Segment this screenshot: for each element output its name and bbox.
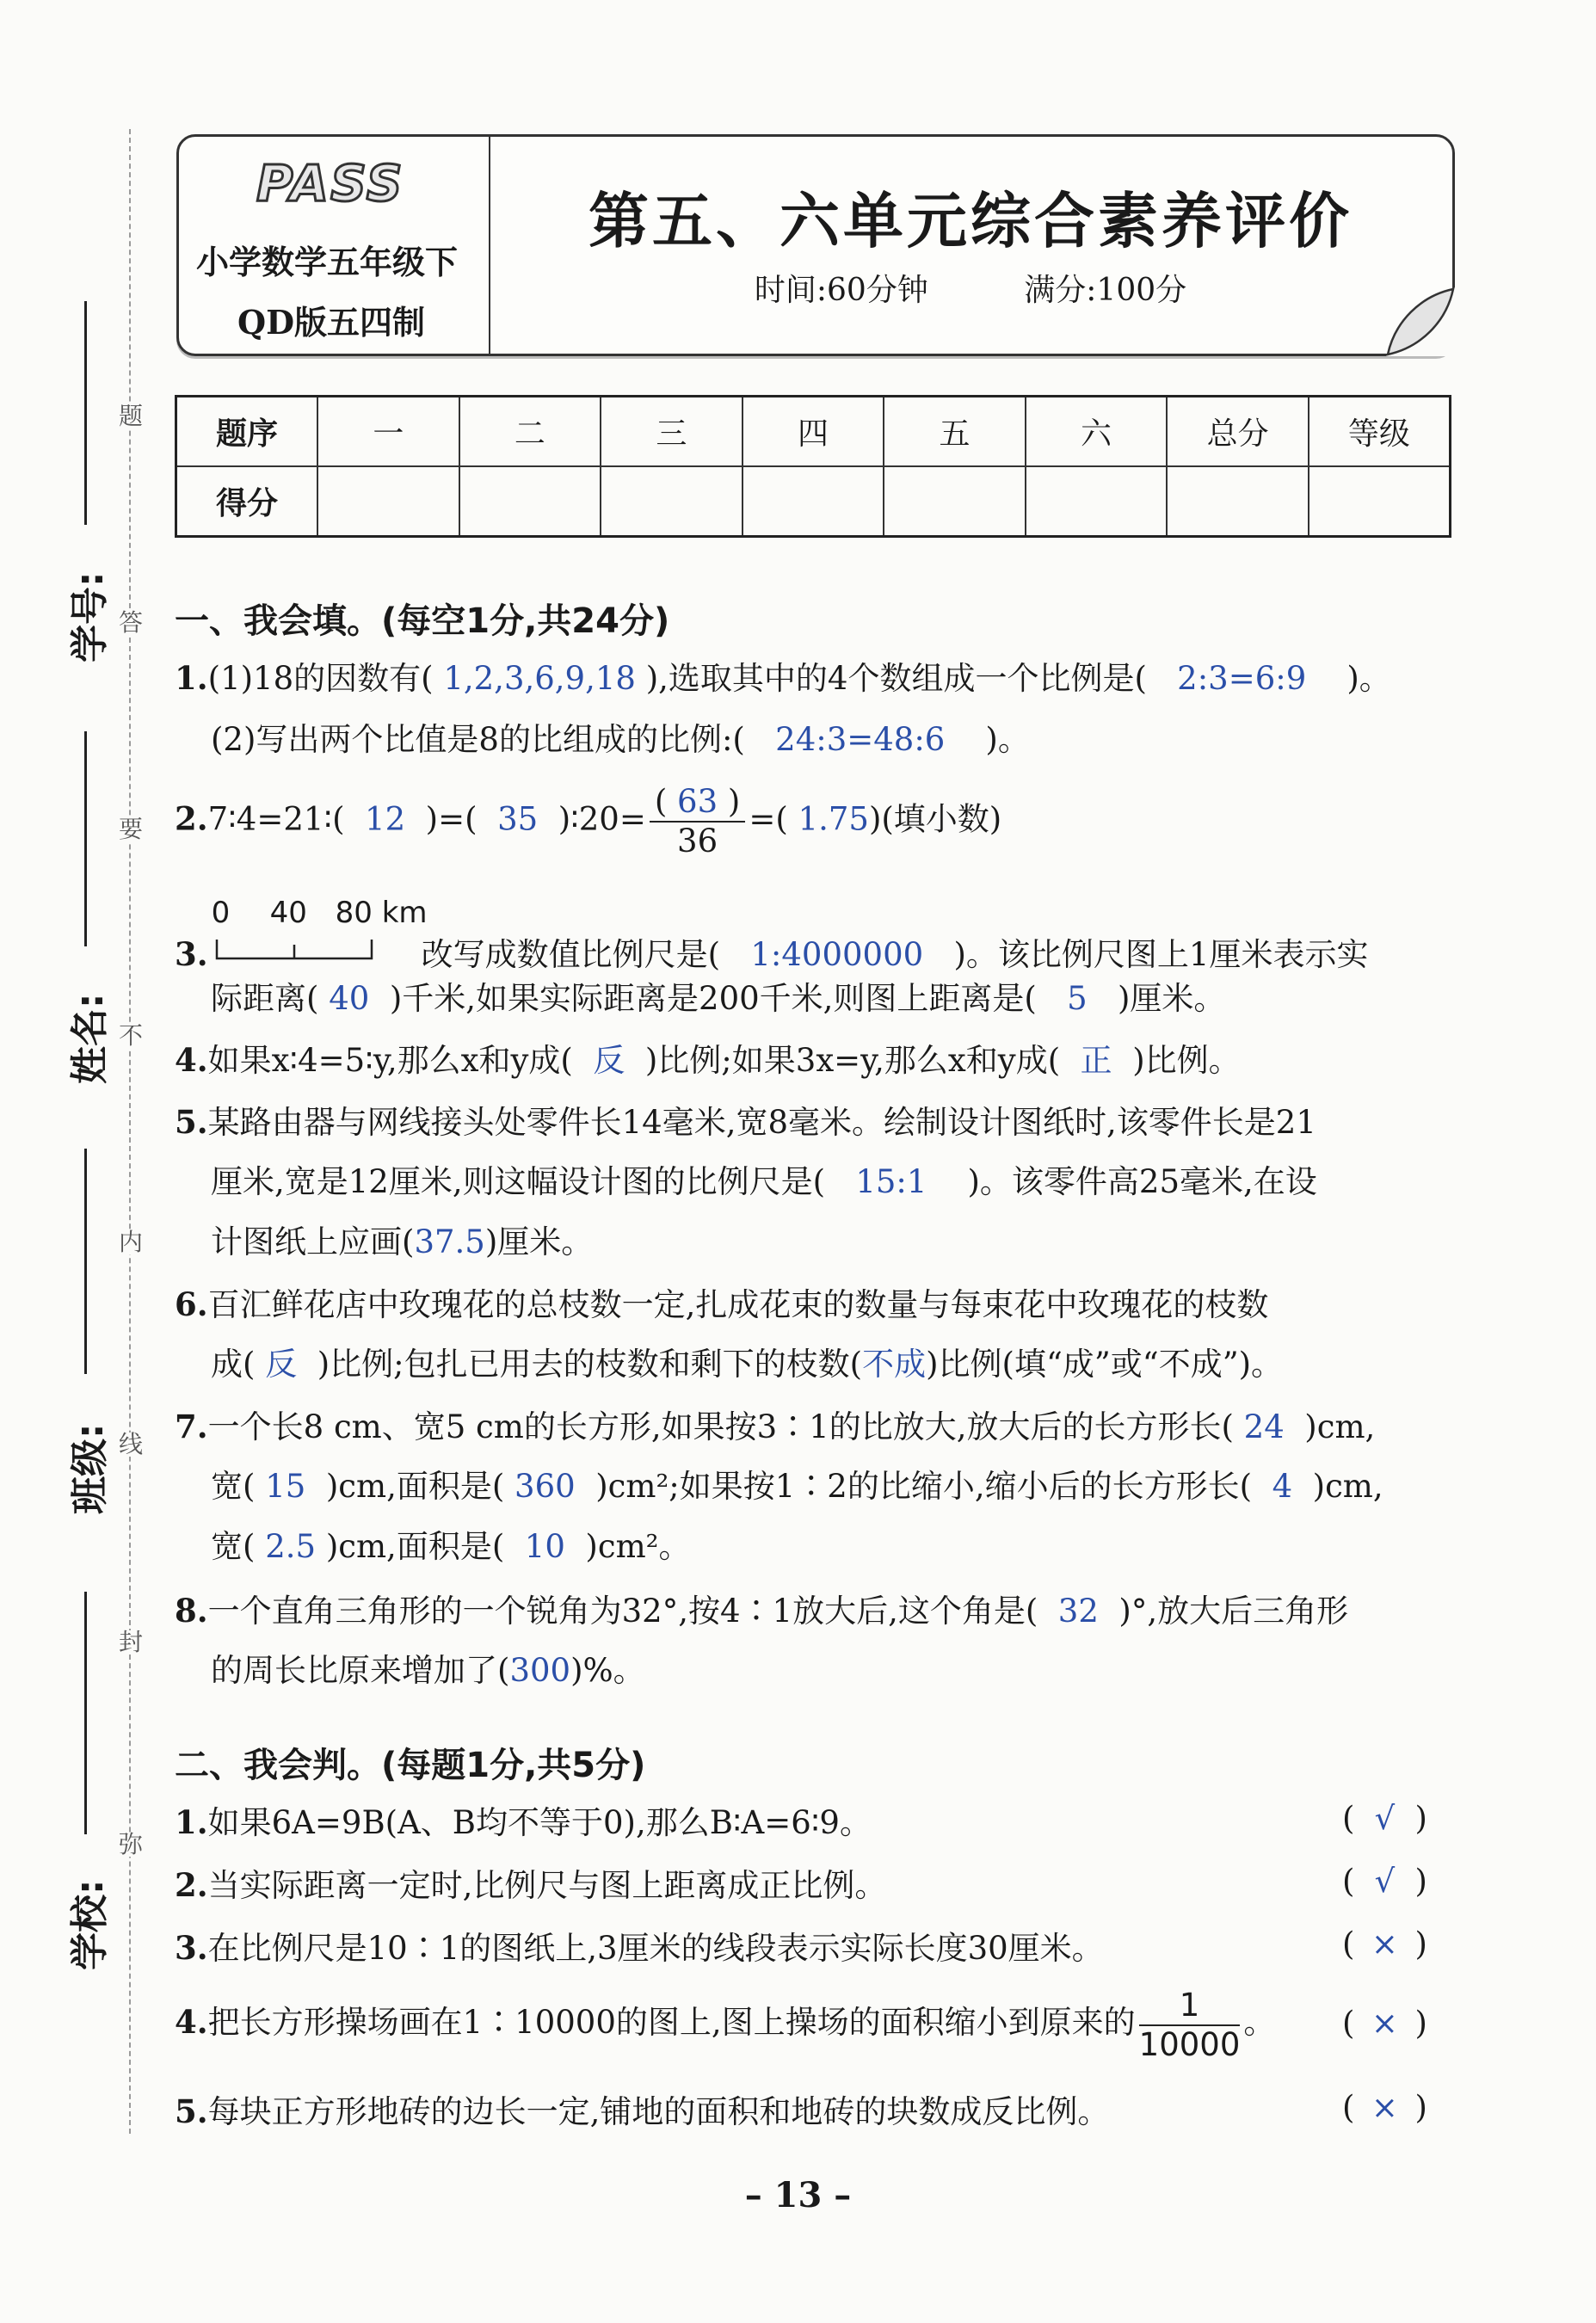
question-7-line-3 xyxy=(211,1525,691,1569)
question-text: 如果6A=9B(A、B均不等于0),那么B∶A=6∶9。 xyxy=(207,1804,872,1841)
score-input-cell[interactable] xyxy=(743,466,884,537)
question-number: 3. xyxy=(175,1929,208,1967)
cut-char: 封 xyxy=(119,1628,144,1656)
paren: ) xyxy=(1414,2089,1427,2126)
question-1 xyxy=(175,656,1391,701)
answer: 40 xyxy=(329,980,370,1017)
paren: ) xyxy=(727,783,741,820)
question-text: 每块正方形地砖的边长一定,铺地的面积和地砖的块数成反比例。 xyxy=(207,2093,1110,2130)
cut-char: 弥 xyxy=(119,1830,144,1858)
question-8-line-2 xyxy=(211,1648,645,1693)
question-7 xyxy=(175,1404,1375,1450)
score-input-cell[interactable] xyxy=(1167,466,1309,537)
question-text: )(填小数) xyxy=(868,800,1002,838)
answer: 反 xyxy=(593,1042,625,1079)
question-number: 3. xyxy=(175,935,208,973)
answer: 1.75 xyxy=(798,800,869,838)
question-text: 7∶4=21∶( xyxy=(207,800,345,838)
question-text: )%。 xyxy=(570,1652,645,1689)
answer: 15 xyxy=(265,1468,306,1505)
question-number: 4. xyxy=(175,2003,208,2041)
school-label: 学校: xyxy=(68,1879,112,1970)
paren: ) xyxy=(1414,1800,1427,1837)
score-table-cell: 总分 xyxy=(1167,397,1309,467)
question-text: 一个直角三角形的一个锐角为32°,按4∶1放大后,这个角是( xyxy=(207,1593,1038,1630)
question-text: )千米,如果实际距离是200千米,则图上距离是( xyxy=(389,980,1037,1017)
score-row-label: 得分 xyxy=(176,466,318,537)
question-6-line-2 xyxy=(211,1342,1283,1387)
question-8 xyxy=(175,1588,1348,1634)
question-2 xyxy=(175,783,1001,860)
score-table xyxy=(175,395,1451,538)
answer: 24:3=48:6 xyxy=(775,721,946,758)
score-input-cell[interactable] xyxy=(1309,466,1451,537)
grade-label: 小学数学五年级下 xyxy=(196,243,459,281)
judge-answer-3[interactable] xyxy=(1342,1926,1427,1963)
student-id-line xyxy=(84,301,87,525)
judge-item-2 xyxy=(175,1863,886,1908)
school-line xyxy=(84,1592,87,1834)
score-table-cell: 等级 xyxy=(1309,397,1451,467)
judge-item-4 xyxy=(175,1984,1275,2064)
question-5-line-2 xyxy=(211,1160,1317,1205)
question-text: )比例。 xyxy=(1132,1042,1241,1079)
question-text: )∶20= xyxy=(558,800,646,838)
question-text: 如果x∶4=5∶y,那么x和y成( xyxy=(207,1042,573,1079)
fraction-denominator: 36 xyxy=(677,823,718,860)
question-4 xyxy=(175,1038,1241,1083)
answer: 360 xyxy=(515,1468,576,1505)
score-input-cell[interactable] xyxy=(1026,466,1168,537)
score-table-cell: 一 xyxy=(317,397,459,467)
answer: 5 xyxy=(1067,980,1088,1017)
cut-char: 内 xyxy=(119,1228,144,1256)
fraction-numerator: 1 xyxy=(1139,1987,1241,2026)
pass-logo: PASS xyxy=(256,154,404,213)
name-line xyxy=(84,731,87,946)
question-3-line-2 xyxy=(211,977,1225,1021)
question-number: 7. xyxy=(175,1408,208,1445)
answer: 32 xyxy=(1057,1593,1099,1630)
question-text: 计图纸上应画( xyxy=(211,1223,415,1260)
score-table-cell: 三 xyxy=(601,397,743,467)
question-text: )°,放大后三角形 xyxy=(1118,1593,1349,1630)
section-1-title: 一、我会填。(每空1分,共24分) xyxy=(175,601,670,641)
score-table-cell: 六 xyxy=(1026,397,1168,467)
fraction xyxy=(1139,1987,1241,2064)
question-text: 当实际距离一定时,比例尺与图上距离成正比例。 xyxy=(207,1867,887,1904)
question-5-line-3 xyxy=(211,1220,593,1265)
judge-item-5 xyxy=(175,2089,1109,2135)
page-number: – 13 – xyxy=(744,2175,852,2215)
question-text: 把长方形操场画在1∶10000的图上,图上操场的面积缩小到原来的 xyxy=(207,2004,1136,2041)
class-label: 班级: xyxy=(68,1423,112,1514)
question-text: 的周长比原来增加了( xyxy=(211,1652,510,1689)
question-text: )比例;包扎已用去的枝数和剩下的枝数( xyxy=(317,1346,863,1383)
answer: 37.5 xyxy=(414,1223,485,1260)
question-7-line-2 xyxy=(211,1464,1383,1509)
exam-meta xyxy=(489,266,1452,310)
question-text: 。 xyxy=(1243,2004,1276,2041)
question-text: 改写成数值比例尺是( xyxy=(421,936,721,973)
fraction-numerator xyxy=(650,783,746,823)
answer: 1:4000000 xyxy=(750,936,924,973)
scale-bar-icon xyxy=(208,933,415,962)
answer: 35 xyxy=(497,800,539,838)
question-text: )。 xyxy=(985,721,1030,758)
question-number: 2. xyxy=(175,1866,208,1904)
line-scale-bar xyxy=(208,896,428,977)
paren: ) xyxy=(1414,1863,1427,1900)
question-number: 1. xyxy=(175,659,208,697)
question-text: =( xyxy=(749,800,788,838)
paren: ( xyxy=(1342,1926,1355,1963)
question-number: 5. xyxy=(175,2092,208,2130)
question-text: )cm, xyxy=(1312,1468,1383,1505)
paren: ( xyxy=(1342,1800,1355,1837)
score-table-cell: 五 xyxy=(884,397,1026,467)
judge-answer-2[interactable] xyxy=(1342,1863,1427,1900)
score-input-cell[interactable] xyxy=(459,466,601,537)
scale-label-80: 80 km xyxy=(335,896,428,930)
question-text: )。 xyxy=(1346,660,1391,697)
question-1-part-2 xyxy=(211,718,1030,762)
answer: 10 xyxy=(524,1528,565,1565)
question-text: )cm²。 xyxy=(585,1528,691,1565)
cross-mark-icon: × xyxy=(1371,1926,1398,1963)
student-id-label: 学号: xyxy=(68,571,112,662)
question-text: )厘米。 xyxy=(484,1223,594,1260)
judge-answer-1[interactable] xyxy=(1342,1800,1427,1837)
cut-char: 不 xyxy=(119,1021,144,1050)
paren: ) xyxy=(1414,2005,1427,2042)
question-text: 成( xyxy=(211,1346,256,1383)
question-text: 际距离( xyxy=(211,980,319,1017)
answer: 15:1 xyxy=(855,1163,927,1200)
paren: ( xyxy=(654,783,668,820)
edition-label: QD版五四制 xyxy=(237,303,426,342)
cut-char: 答 xyxy=(119,608,144,637)
question-text: 厘米,宽是12厘米,则这幅设计图的比例尺是( xyxy=(211,1163,826,1200)
cut-char: 线 xyxy=(119,1430,144,1458)
question-number: 8. xyxy=(175,1592,208,1630)
question-3 xyxy=(175,896,1369,977)
answer: 2:3=6:9 xyxy=(1177,660,1307,697)
question-6 xyxy=(175,1282,1268,1328)
judge-item-3 xyxy=(175,1926,1104,1971)
paren: ( xyxy=(1342,1863,1355,1900)
paren: ( xyxy=(1342,2005,1355,2042)
answer: 2.5 xyxy=(265,1528,317,1565)
question-text: )cm,面积是( xyxy=(325,1528,505,1565)
question-number: 5. xyxy=(175,1103,208,1141)
fraction-denominator: 10000 xyxy=(1138,2025,1241,2063)
question-text: 一个长8 cm、宽5 cm的长方形,如果按3∶1的比放大,放大后的长方形长( xyxy=(207,1408,1234,1445)
question-text: )=( xyxy=(425,800,478,838)
answer: 反 xyxy=(265,1346,298,1383)
exam-header xyxy=(176,134,1455,356)
score-input-cell[interactable] xyxy=(884,466,1026,537)
answer: 63 xyxy=(677,783,718,820)
judge-answer-4[interactable] xyxy=(1342,2005,1427,2042)
class-line xyxy=(84,1149,87,1374)
cross-mark-icon: × xyxy=(1371,2089,1398,2126)
answer: 不成 xyxy=(862,1346,927,1383)
question-text: )厘米。 xyxy=(1117,980,1226,1017)
fraction xyxy=(650,783,746,860)
question-text: )cm, xyxy=(1304,1408,1376,1445)
cross-mark-icon: × xyxy=(1371,2005,1398,2042)
question-text: 某路由器与网线接头处零件长14毫米,宽8毫米。绘制设计图纸时,该零件长是21 xyxy=(207,1104,1316,1141)
question-text: )。该比例尺图上1厘米表示实 xyxy=(953,936,1369,973)
score-input-cell[interactable] xyxy=(601,466,743,537)
question-text: 宽( xyxy=(211,1468,256,1505)
scale-label-0: 0 xyxy=(211,896,231,930)
question-text: ),选取其中的4个数组成一个比例是( xyxy=(645,660,1147,697)
judge-answer-5[interactable] xyxy=(1342,2089,1427,2126)
cut-char: 题 xyxy=(119,402,144,430)
cut-char: 要 xyxy=(119,815,144,843)
score-table-score-row xyxy=(176,466,1451,537)
question-5 xyxy=(175,1100,1316,1145)
question-text: )cm,面积是( xyxy=(325,1468,505,1505)
question-text: )。该零件高25毫米,在设 xyxy=(967,1163,1317,1200)
answer: 300 xyxy=(509,1652,571,1689)
name-label: 姓名: xyxy=(68,993,112,1084)
answer: 1,2,3,6,9,18 xyxy=(443,660,636,697)
paren: ) xyxy=(1414,1926,1427,1963)
score-input-cell[interactable] xyxy=(317,466,459,537)
page-fold-icon xyxy=(1386,287,1455,356)
question-text: 宽( xyxy=(211,1528,256,1565)
answer: 12 xyxy=(365,800,406,838)
exam-title: 第五、六单元综合素养评价 xyxy=(588,185,1353,256)
check-mark-icon: √ xyxy=(1374,1863,1396,1900)
answer: 4 xyxy=(1272,1468,1293,1505)
question-text: )比例(填“成”或“不成”)。 xyxy=(926,1346,1284,1383)
answer: 正 xyxy=(1080,1042,1112,1079)
score-table-header-row xyxy=(176,397,1451,467)
question-number: 1. xyxy=(175,1803,208,1841)
judge-item-1 xyxy=(175,1800,872,1845)
question-number: 6. xyxy=(175,1285,208,1323)
score-table-cell: 四 xyxy=(743,397,884,467)
scale-label-40: 40 xyxy=(269,896,307,930)
question-text: (1)18的因数有( xyxy=(207,660,434,697)
question-text: (2)写出两个比值是8的比组成的比例:( xyxy=(211,721,745,758)
question-number: 2. xyxy=(175,799,208,838)
section-2-title: 二、我会判。(每题1分,共5分) xyxy=(175,1746,646,1785)
question-text: 百汇鲜花店中玫瑰花的总枝数一定,扎成花束的数量与每束花中玫瑰花的枝数 xyxy=(207,1286,1269,1323)
answer: 24 xyxy=(1243,1408,1285,1445)
question-text: )cm²;如果按1∶2的比缩小,缩小后的长方形长( xyxy=(595,1468,1253,1505)
question-text: )比例;如果3x=y,那么x和y成( xyxy=(644,1042,1061,1079)
question-text: 在比例尺是10∶1的图纸上,3厘米的线段表示实际长度30厘米。 xyxy=(207,1930,1104,1967)
exam-full-score: 满分:100分 xyxy=(1024,273,1187,308)
paren: ( xyxy=(1342,2089,1355,2126)
check-mark-icon: √ xyxy=(1374,1800,1396,1837)
question-number: 4. xyxy=(175,1041,208,1079)
score-table-cell: 二 xyxy=(459,397,601,467)
exam-time: 时间:60分钟 xyxy=(754,273,928,308)
score-table-cell: 题序 xyxy=(176,397,318,467)
